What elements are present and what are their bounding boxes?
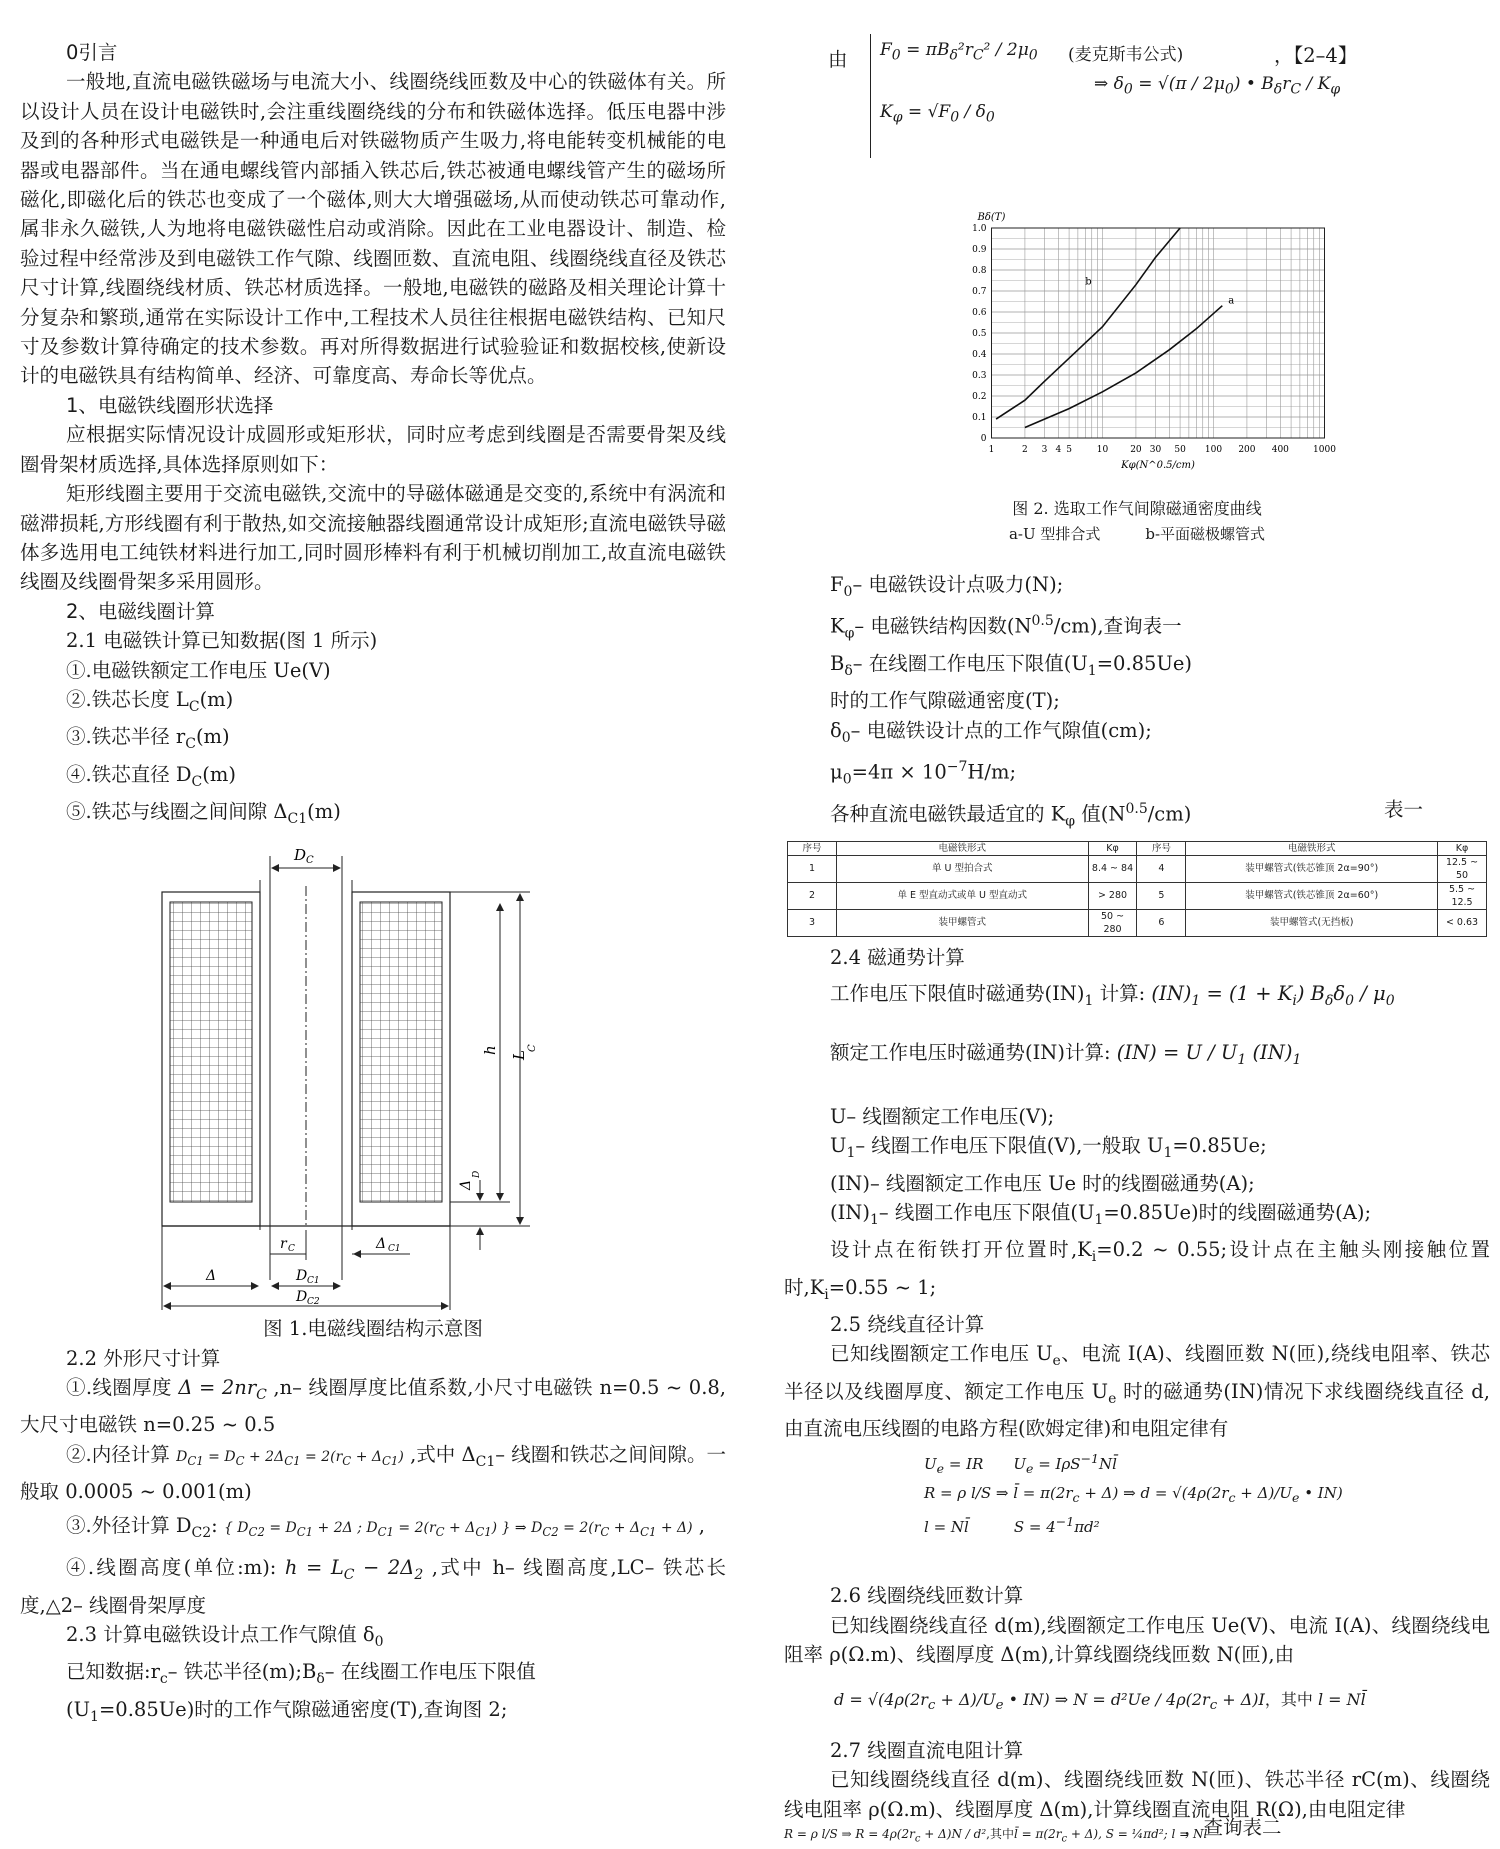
table-cell: 2: [788, 882, 837, 909]
table-header-cell: 电磁铁形式: [1186, 841, 1438, 855]
formula-outer-diameter: { $D_{C2} = D_{C1} + 2\Delta$ ; $D_{C1} = 2(r_C + \Delta_{C1})$ } ⇒ $D_{C2} = 2(r_C + \Delta_{C1} + \Delta)$: [223, 1520, 693, 1540]
paragraph-2-7: 已知线圈绕线直径 d(m)、线圈绕线匝数 N(匝)、铁芯半径 rC(m)、线圈绕线电阻率 ρ(Ω.m)、线圈厚度 Δ(m),计算线圈直流电阻 R(Ω),由电阻定律: [784, 1768, 1490, 1821]
table-1: [787, 841, 1487, 937]
figure-2-chart: [784, 200, 1490, 490]
known-data: 已知数据$:r_c-$ 铁芯半径$(m);B_\delta-$ 在线圈工作电压下限值: [66, 1660, 536, 1688]
eq-outer-diameter: ③.外径计算 $D_{C2}$: { $D_{C2} = D_{C1} + 2\Delta$ ; $D_{C1} = 2(r_C + \Delta_{C1})$ } ⇒ $D_{C2} = 2(r_C + \Delta_{C1} + \Delta)$ ,: [66, 1514, 706, 1542]
table-header-cell: Kφ: [1438, 841, 1487, 855]
formula-kphi: $K_\varphi = √F_0 / \delta_0$: [880, 102, 995, 126]
def-in: (IN)– 线圈额定工作电压 Ue 时的线圈磁通势(A);: [830, 1171, 1255, 1195]
table-cell: 4: [1137, 855, 1186, 882]
y-tick-label: 0.4: [972, 350, 987, 360]
y-tick-label: 0.7: [972, 287, 987, 297]
label-dc: D: [294, 846, 307, 865]
table-cell: > 280: [1088, 882, 1137, 909]
table-cell: 6: [1137, 909, 1186, 936]
y-tick-label: 1.0: [972, 224, 987, 234]
formula-turns: $d = √(4\rho(2r_c + \Delta)/U_e$ • IN) ⇒ $N = d^2Ue / 4\rho(2r_c + \Delta)I$，其中 l = Nl̄: [834, 1689, 1366, 1713]
paragraph-1b: 矩形线圈主要用于交流电磁铁,交流中的导磁体磁通是交变的,系统中有涡流和磁滞损耗,方形线圈有利于散热,如交流接触器线圈通常设计成矩形;直流电磁铁导磁体多选用电工纯铁材料进行加工,同时圆形棒料有利于机械切削加工,故直流电磁铁线圈及线圈骨架多采用圆形。: [20, 482, 726, 594]
subsection-2-2: 2.2 外形尺寸计算: [66, 1346, 221, 1370]
section-heading-intro: 0引言: [66, 41, 118, 64]
table-cell: 装甲螺管式(铁芯锥顶 2α=90°): [1186, 855, 1438, 882]
label-h: h: [481, 1045, 499, 1056]
y-tick-label: 0.3: [972, 371, 987, 381]
known-item-3: ③.铁芯半径 $r_C(m)$: [66, 725, 230, 753]
y-tick-label: 0.8: [972, 266, 987, 276]
x-tick-label: 1: [988, 445, 995, 455]
subsection-2-5: 2.5 绕线直径计算: [830, 1312, 985, 1336]
y-tick-label: 0: [980, 434, 987, 444]
formula-inner-diameter: $D_{C1} = D_C + 2\Delta_{C1} = 2(r_C + \Delta_{C1})$: [176, 1448, 404, 1468]
y-tick-label: 0.6: [972, 308, 987, 318]
paragraph-2-6: 已知线圈绕线直径 d(m),线圈额定工作电压 Ue(V)、电流 I(A)、线圈绕线电阻率 ρ(Ω.m)、线圈厚度 Δ(m),计算线圈绕线匝数 N(匝),由: [784, 1613, 1490, 1667]
formula-mmf-lower: $(IN)_1 = (1 + K_i)$ $B_\delta\delta_0 / \mu_0$: [1151, 982, 1395, 1009]
def-bdelta-2: 时的工作气隙磁通密度(T);: [830, 689, 1060, 713]
intro-paragraph: 一般地,直流电磁铁磁场与电流大小、线圈绕线匝数及中心的铁磁体有关。所以设计人员在设计电磁铁时,会注重线圈绕线的分布和铁磁体选择。低压电器中涉及到的各种形式电磁铁是一种通电后对铁磁物质产生吸力,将电能转变机械能的电器或电器部件。当在通电螺线管内部插入铁芯后,铁芯被通电螺线管产生的磁场所磁化,即磁化后的铁芯也变成了一个磁体,则大大增强磁场,从而使动铁芯可靠动作,属非永久磁铁,人为地将电磁铁磁性启动或消除。因此在工业电器设计、制造、检验过程中经常涉及到电磁铁工作气隙、线圈匝数、直流电阻、线圈绕线直径及铁芯尺寸计算,线圈绕线材质、铁芯材质选择。一般地,电磁铁的磁路及相关理论计算十分复杂和繁琐,通常在实际设计工作中,工程技术人员往往根据电磁铁结构、已知尺寸及参数计算待确定的技术参数。再对所得数据进行试验验证和数据校核,使新设计的电磁铁具有结构简单、经济、可靠度高、寿命长等优点。: [20, 70, 726, 388]
y-tick-label: 0.5: [972, 329, 987, 339]
eq-coil-height: ④.线圈高度(单位:m): $h = L_C - 2\Delta_2$ ,式中 h– 线圈高度,LC– 铁芯长度,△2– 线圈骨架厚度: [20, 1556, 726, 1617]
left-column: [20, 0, 726, 1732]
label-dc1: D: [296, 1268, 308, 1285]
table-cell: 单 U 型拍合式: [836, 855, 1088, 882]
table-cell: 装甲螺管式(无挡板): [1186, 909, 1438, 936]
x-tick-label: 2: [1022, 445, 1028, 455]
subsection-2-4: 2.4 磁通势计算: [830, 945, 965, 969]
formula-wire-diameter: $U_e$ = IR $U_e$ = IρS$^{-1}$Nl̄ R = ρ l/S ⇒ l̄ = $\pi(2r_c + \Delta)$ ⇒ $d = √(4\rho(2r_c + \Delta)/U_e$ • IN) l = Nl̄ $S = 4^{-1}\pi d^2$: [924, 1451, 1343, 1537]
subsection-2-1: 2.1 电磁铁计算已知数据(图 1 所示): [66, 629, 378, 653]
label-delta-c2: Δ: [458, 1180, 474, 1191]
table-row: [788, 909, 1487, 936]
formula-coil-height: $h = L_C - 2\Delta_2$: [284, 1556, 424, 1584]
formula-mmf-rated: $(IN) = U / U_1$ $(IN)_1$: [1116, 1040, 1302, 1068]
svg-text:C1: C1: [307, 1276, 320, 1287]
x-tick-label: 100: [1204, 445, 1223, 455]
table-cell: 1: [788, 855, 837, 882]
table-cell: 装甲螺管式: [836, 909, 1088, 936]
eq-mmf-lower: 工作电压下限值时磁通势$(IN)_1$ 计算: $(IN)_1 = (1 + K_i)$ $B_\delta\delta_0 / \mu_0$: [830, 982, 1395, 1009]
y-tick-label: 0.9: [972, 245, 987, 255]
table-cell: 3: [788, 909, 837, 936]
formula-thickness: $\Delta = 2nr_C$: [178, 1375, 267, 1403]
def-u: U– 线圈额定工作电压(V);: [830, 1104, 1055, 1128]
eq-mmf-rated: 额定工作电压时磁通势(IN)计算: $(IN) = U / U_1$ $(IN)_1$: [830, 1040, 1302, 1068]
known-item-2: ②.铁芯长度 $L_C(m)$: [66, 687, 234, 715]
x-axis-label: Kφ(N^0.5/cm): [1121, 460, 1195, 471]
table-cell: 5.5 ~ 12.5: [1438, 882, 1487, 909]
figure-1-coil-diagram: [20, 840, 726, 1310]
known-item-4: ④.铁芯直径 $D_C(m)$: [66, 762, 236, 790]
table-cell: < 0.63: [1438, 909, 1487, 936]
formula-delta0: ⇒ $\delta_0 = √(\pi / 2\mu_0)$ • $B_\delta r_C / K_\varphi$: [1094, 74, 1341, 98]
x-tick-label: 5: [1066, 445, 1072, 455]
table-row: [788, 855, 1487, 882]
table-header-cell: 序号: [788, 841, 837, 855]
formula-f0: $F_0 = \pi B_\delta^2r_C^2 / 2\mu_0$: [880, 40, 1038, 64]
x-tick-label: 400: [1271, 445, 1289, 455]
eq-thickness: ①.线圈厚度 $\Delta = 2nr_C$ ,n– 线圈厚度比值系数,小尺寸电磁铁 n=0.5 ~ 0.8,大尺寸电磁铁 n=0.25 ~ 0.5: [20, 1375, 726, 1437]
subsection-2-6: 2.6 线圈绕线匝数计算: [830, 1584, 1024, 1608]
table-cell: 50 ~ 280: [1088, 909, 1137, 936]
paragraph-1a: 应根据实际情况设计成圆形或矩形状，同时应考虑到线圈是否需要骨架及线圈骨架材质选择,具体选择原则如下：: [20, 423, 726, 476]
figure-2-caption: 图 2. 选取工作气间隙磁通密度曲线: [1012, 499, 1262, 518]
table-1-title: 各种直流电磁铁最适宜的 $K_\varphi$ 值$(N^{0.5}/cm)$ 表一: [830, 797, 1424, 830]
def-bdelta: $B_\delta-$ 在线圈工作电压下限值$(U_1=0.85Ue)$: [830, 652, 1193, 679]
formula-resistance: R = ρ l/S ⇒ $R = 4\rho(2r_c + \Delta)N / d^2$,其中l̄ = $\pi(2r_c + \Delta)$, S = ¼πd²; l = Nl̄ ，查询表二: [784, 1815, 1282, 1845]
def-ki: 设计点在衔铁打开位置时$,K_i=0.2$ ~ 0.55;设计点在主触头刚接触位置时$,K_i=0.55$ ~ 1;: [784, 1238, 1490, 1303]
table-cell: 装甲螺管式(铁芯锥顶 2α=60°): [1186, 882, 1438, 909]
x-tick-label: 20: [1130, 445, 1142, 455]
def-f0: $F_0-$ 电磁铁设计点吸力(N);: [830, 573, 1064, 600]
def-delta0: $\delta_0-$ 电磁铁设计点的工作气隙值(cm);: [830, 718, 1152, 746]
x-tick-label: 200: [1238, 445, 1256, 455]
label-dc2: D: [296, 1289, 308, 1306]
paragraph-2-5: 已知线圈额定工作电压 $U_e$、电流 I(A)、线圈匝数 N(匝),绕线电阻率、铁芯半径以及线圈厚度、额定工作电压 $U_e$ 时的磁通势(IN)情况下求线圈绕线直径 d,由直流电压线圈的电路方程(欧姆定律)和电阻定律有: [784, 1342, 1490, 1440]
series-line-a: [1025, 306, 1222, 428]
table-cell: 5: [1137, 882, 1186, 909]
section-heading-1: 1、电磁铁线圈形状选择: [66, 393, 274, 417]
table-header-cell: Kφ: [1088, 841, 1137, 855]
series-label-a: a: [1228, 295, 1235, 307]
label-lc: L: [510, 1050, 528, 1061]
label-delta: Δ: [206, 1268, 217, 1285]
y-axis-label: Bδ(T): [977, 212, 1006, 223]
svg-text:C1: C1: [388, 1244, 401, 1255]
x-tick-label: 1000: [1313, 445, 1336, 455]
known-item-1: ①.电磁铁额定工作电压 Ue(V): [66, 658, 331, 682]
svg-text:C: C: [306, 855, 314, 867]
series-label-b: b: [1085, 276, 1092, 288]
subsection-2-3: 2.3 计算电磁铁设计点工作气隙值 $\delta_0$: [66, 1622, 384, 1650]
table-cell: 单 E 型直动式或单 U 型直动式: [836, 882, 1088, 909]
label-delta-c1: Δ: [376, 1236, 387, 1253]
known-data-2: $(U_1=0.85Ue)$时的工作气隙磁通密度(T),查询图 2;: [66, 1697, 508, 1725]
known-item-5: ⑤.铁芯与线圈之间间隙 $\Delta_{C1}(m)$: [66, 799, 341, 827]
maxwell-equation-block: 由 $F_0 = \pi B_\delta^2r_C^2 / 2\mu_0$ (麦克斯韦公式) $K_\varphi = √F_0 / \delta_0$ ⇒ $\delta_0 = √(\pi / 2\mu_0)$ • $B_\delta r_C / K_\varphi$ ，【2–4】: [784, 30, 1490, 170]
def-mu0: $\mu_0=4\pi \times 10^{-7}H/m$;: [830, 759, 1017, 788]
table-header-cell: 电磁铁形式: [836, 841, 1088, 855]
y-tick-label: 0.1: [972, 413, 987, 423]
table-row: [788, 882, 1487, 909]
right-column: [784, 0, 1490, 1849]
svg-text:C: C: [527, 1044, 538, 1053]
y-tick-label: 0.2: [972, 392, 987, 402]
table-cell: 8.4 ~ 84: [1088, 855, 1137, 882]
x-tick-label: 50: [1174, 445, 1186, 455]
def-u1: $U_1-$ 线圈工作电压下限值(V),一般取 $U_1=0.85Ue$;: [830, 1134, 1267, 1162]
x-tick-label: 4: [1055, 445, 1062, 455]
figure-2-legend: a-U 型排合式 b-平面磁极螺管式: [1008, 525, 1266, 543]
x-tick-label: 10: [1096, 445, 1109, 455]
subsection-2-7: 2.7 线圈直流电阻计算: [830, 1738, 1024, 1762]
def-in1: $(IN)_1-$ 线圈工作电压下限值$(U_1=0.85Ue)$时的线圈磁通势(A);: [830, 1200, 1372, 1228]
x-tick-label: 3: [1041, 445, 1048, 455]
series-line-b: [996, 228, 1180, 419]
table-cell: 12.5 ~ 50: [1438, 855, 1487, 882]
section-heading-2: 2、电磁线圈计算: [66, 599, 215, 623]
def-kphi: $K_\varphi-$ 电磁铁结构因数$(N^{0.5}/cm)$,查询表一: [830, 613, 1182, 642]
eq-inner-diameter: ②.内径计算 $D_{C1} = D_C + 2\Delta_{C1} = 2(r_C + \Delta_{C1})$ ,式中 $\Delta_{C1}-$ 线圈和铁芯之间间隙。一般取 0.0005 ~ 0.001(m): [20, 1442, 727, 1503]
x-tick-label: 30: [1149, 445, 1162, 455]
table-header-cell: 序号: [1137, 841, 1186, 855]
label-rc: r: [280, 1236, 287, 1253]
svg-text:D: D: [472, 1170, 482, 1179]
svg-text:C: C: [288, 1244, 295, 1255]
figure-1-caption: 图 1.电磁线圈结构示意图: [263, 1317, 483, 1341]
svg-text:C2: C2: [307, 1297, 320, 1308]
